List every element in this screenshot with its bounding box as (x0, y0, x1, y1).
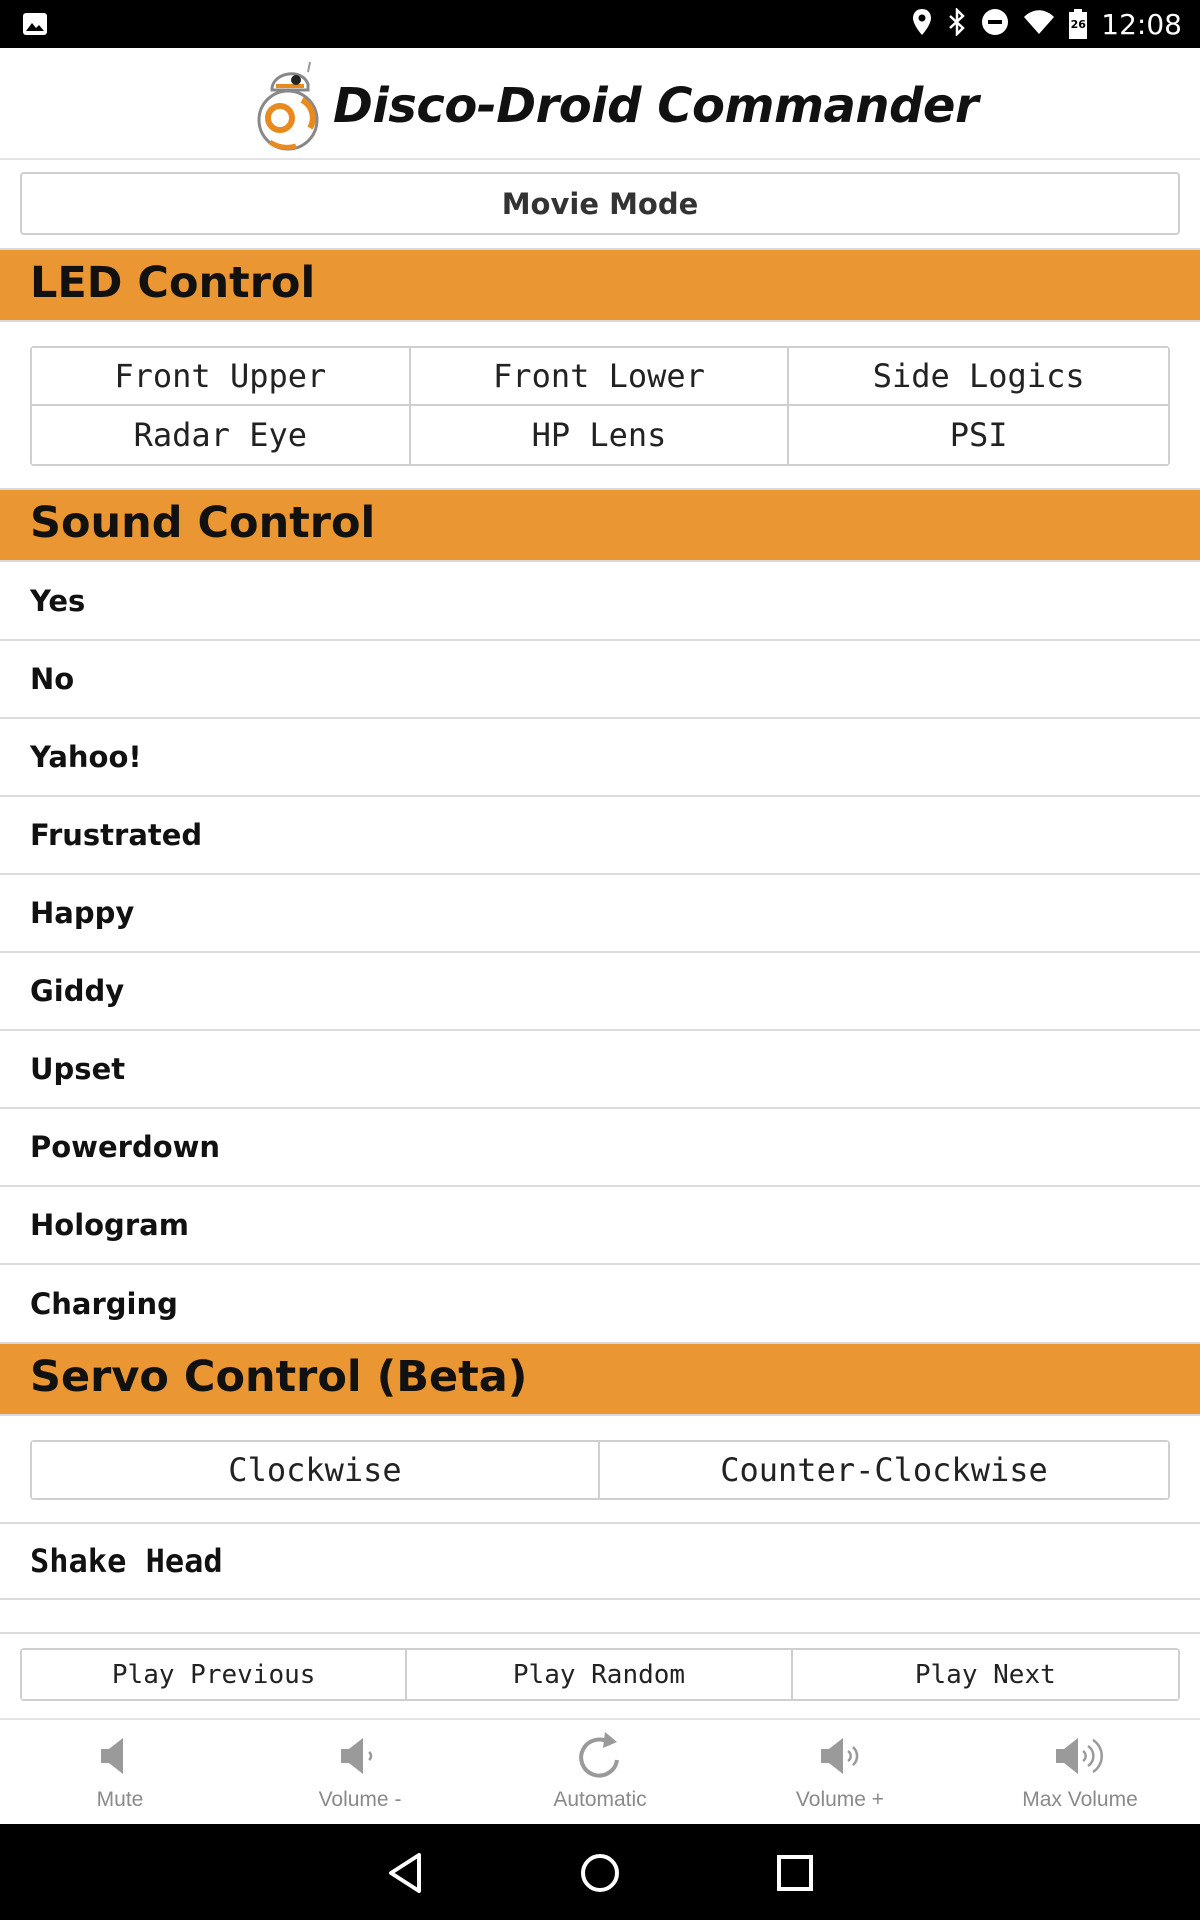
sound-item-happy[interactable]: Happy (0, 875, 1200, 953)
volume-up-label: Volume + (795, 1788, 885, 1811)
refresh-icon (570, 1728, 630, 1784)
battery-icon (1069, 9, 1087, 39)
sound-control-header (0, 488, 1200, 562)
bb8-logo-icon (250, 58, 330, 154)
playback-button-grid (20, 1648, 1180, 1701)
servo-control-header (0, 1342, 1200, 1416)
sound-item-giddy[interactable]: Giddy (0, 953, 1200, 1031)
play-random-button[interactable]: Play Random (407, 1650, 792, 1699)
volume-down-icon (330, 1728, 390, 1784)
navigation-bar (0, 1824, 1200, 1920)
status-bar (0, 0, 1200, 48)
speaker-mute-icon (90, 1728, 150, 1784)
recents-icon[interactable] (770, 1848, 820, 1898)
max-volume-button[interactable] (960, 1720, 1200, 1824)
sound-list (0, 563, 1200, 1343)
led-button-grid (30, 346, 1170, 466)
play-previous-button[interactable]: Play Previous (22, 1650, 407, 1699)
servo-control-title: Servo Control (Beta) (30, 1352, 528, 1402)
sound-item-yahoo[interactable]: Yahoo! (0, 719, 1200, 797)
home-icon[interactable] (575, 1848, 625, 1898)
led-control-title: LED Control (30, 258, 316, 308)
sound-item-upset[interactable]: Upset (0, 1031, 1200, 1109)
volume-up-icon (810, 1728, 870, 1784)
movie-mode-button[interactable]: Movie Mode (20, 172, 1180, 235)
led-front-lower-button[interactable]: Front Lower (411, 348, 790, 406)
image-notification-icon (22, 12, 48, 41)
servo-counter-clockwise-button[interactable]: Counter-Clockwise (600, 1442, 1168, 1498)
volume-down-label: Volume - (318, 1788, 402, 1811)
mute-button[interactable] (0, 1720, 240, 1824)
wifi-icon (1023, 9, 1055, 40)
sound-control-title: Sound Control (30, 498, 376, 548)
play-next-button[interactable]: Play Next (793, 1650, 1178, 1699)
max-volume-label: Max Volume (1022, 1788, 1138, 1811)
servo-button-grid (30, 1440, 1170, 1500)
servo-clockwise-button[interactable]: Clockwise (32, 1442, 600, 1498)
shake-head-button[interactable]: Shake Head (0, 1522, 1200, 1600)
sound-item-yes[interactable]: Yes (0, 563, 1200, 641)
led-side-logics-button[interactable]: Side Logics (789, 348, 1168, 406)
sound-item-frustrated[interactable]: Frustrated (0, 797, 1200, 875)
led-front-upper-button[interactable]: Front Upper (32, 348, 411, 406)
sound-item-charging[interactable]: Charging (0, 1265, 1200, 1343)
sound-item-powerdown[interactable]: Powerdown (0, 1109, 1200, 1187)
back-icon[interactable] (380, 1848, 430, 1898)
sound-item-hologram[interactable]: Hologram (0, 1187, 1200, 1265)
clock: 12:08 (1101, 7, 1182, 41)
mute-label: Mute (96, 1788, 144, 1811)
automatic-label: Automatic (553, 1788, 647, 1811)
led-radar-eye-button[interactable]: Radar Eye (32, 406, 411, 464)
volume-up-button[interactable] (720, 1720, 960, 1824)
led-hp-lens-button[interactable]: HP Lens (411, 406, 790, 464)
sound-item-no[interactable]: No (0, 641, 1200, 719)
led-psi-button[interactable]: PSI (789, 406, 1168, 464)
volume-max-icon (1050, 1728, 1110, 1784)
battery-level: 26 (1070, 18, 1086, 31)
bluetooth-icon (947, 8, 967, 41)
automatic-button[interactable] (480, 1720, 720, 1824)
volume-down-button[interactable] (240, 1720, 480, 1824)
divider (0, 1632, 1200, 1634)
led-control-header (0, 248, 1200, 322)
app-title: Disco-Droid Commander (333, 78, 979, 134)
do-not-disturb-icon (981, 8, 1009, 41)
app-header (0, 48, 1200, 160)
bottom-toolbar (0, 1718, 1200, 1824)
location-icon (911, 8, 933, 41)
